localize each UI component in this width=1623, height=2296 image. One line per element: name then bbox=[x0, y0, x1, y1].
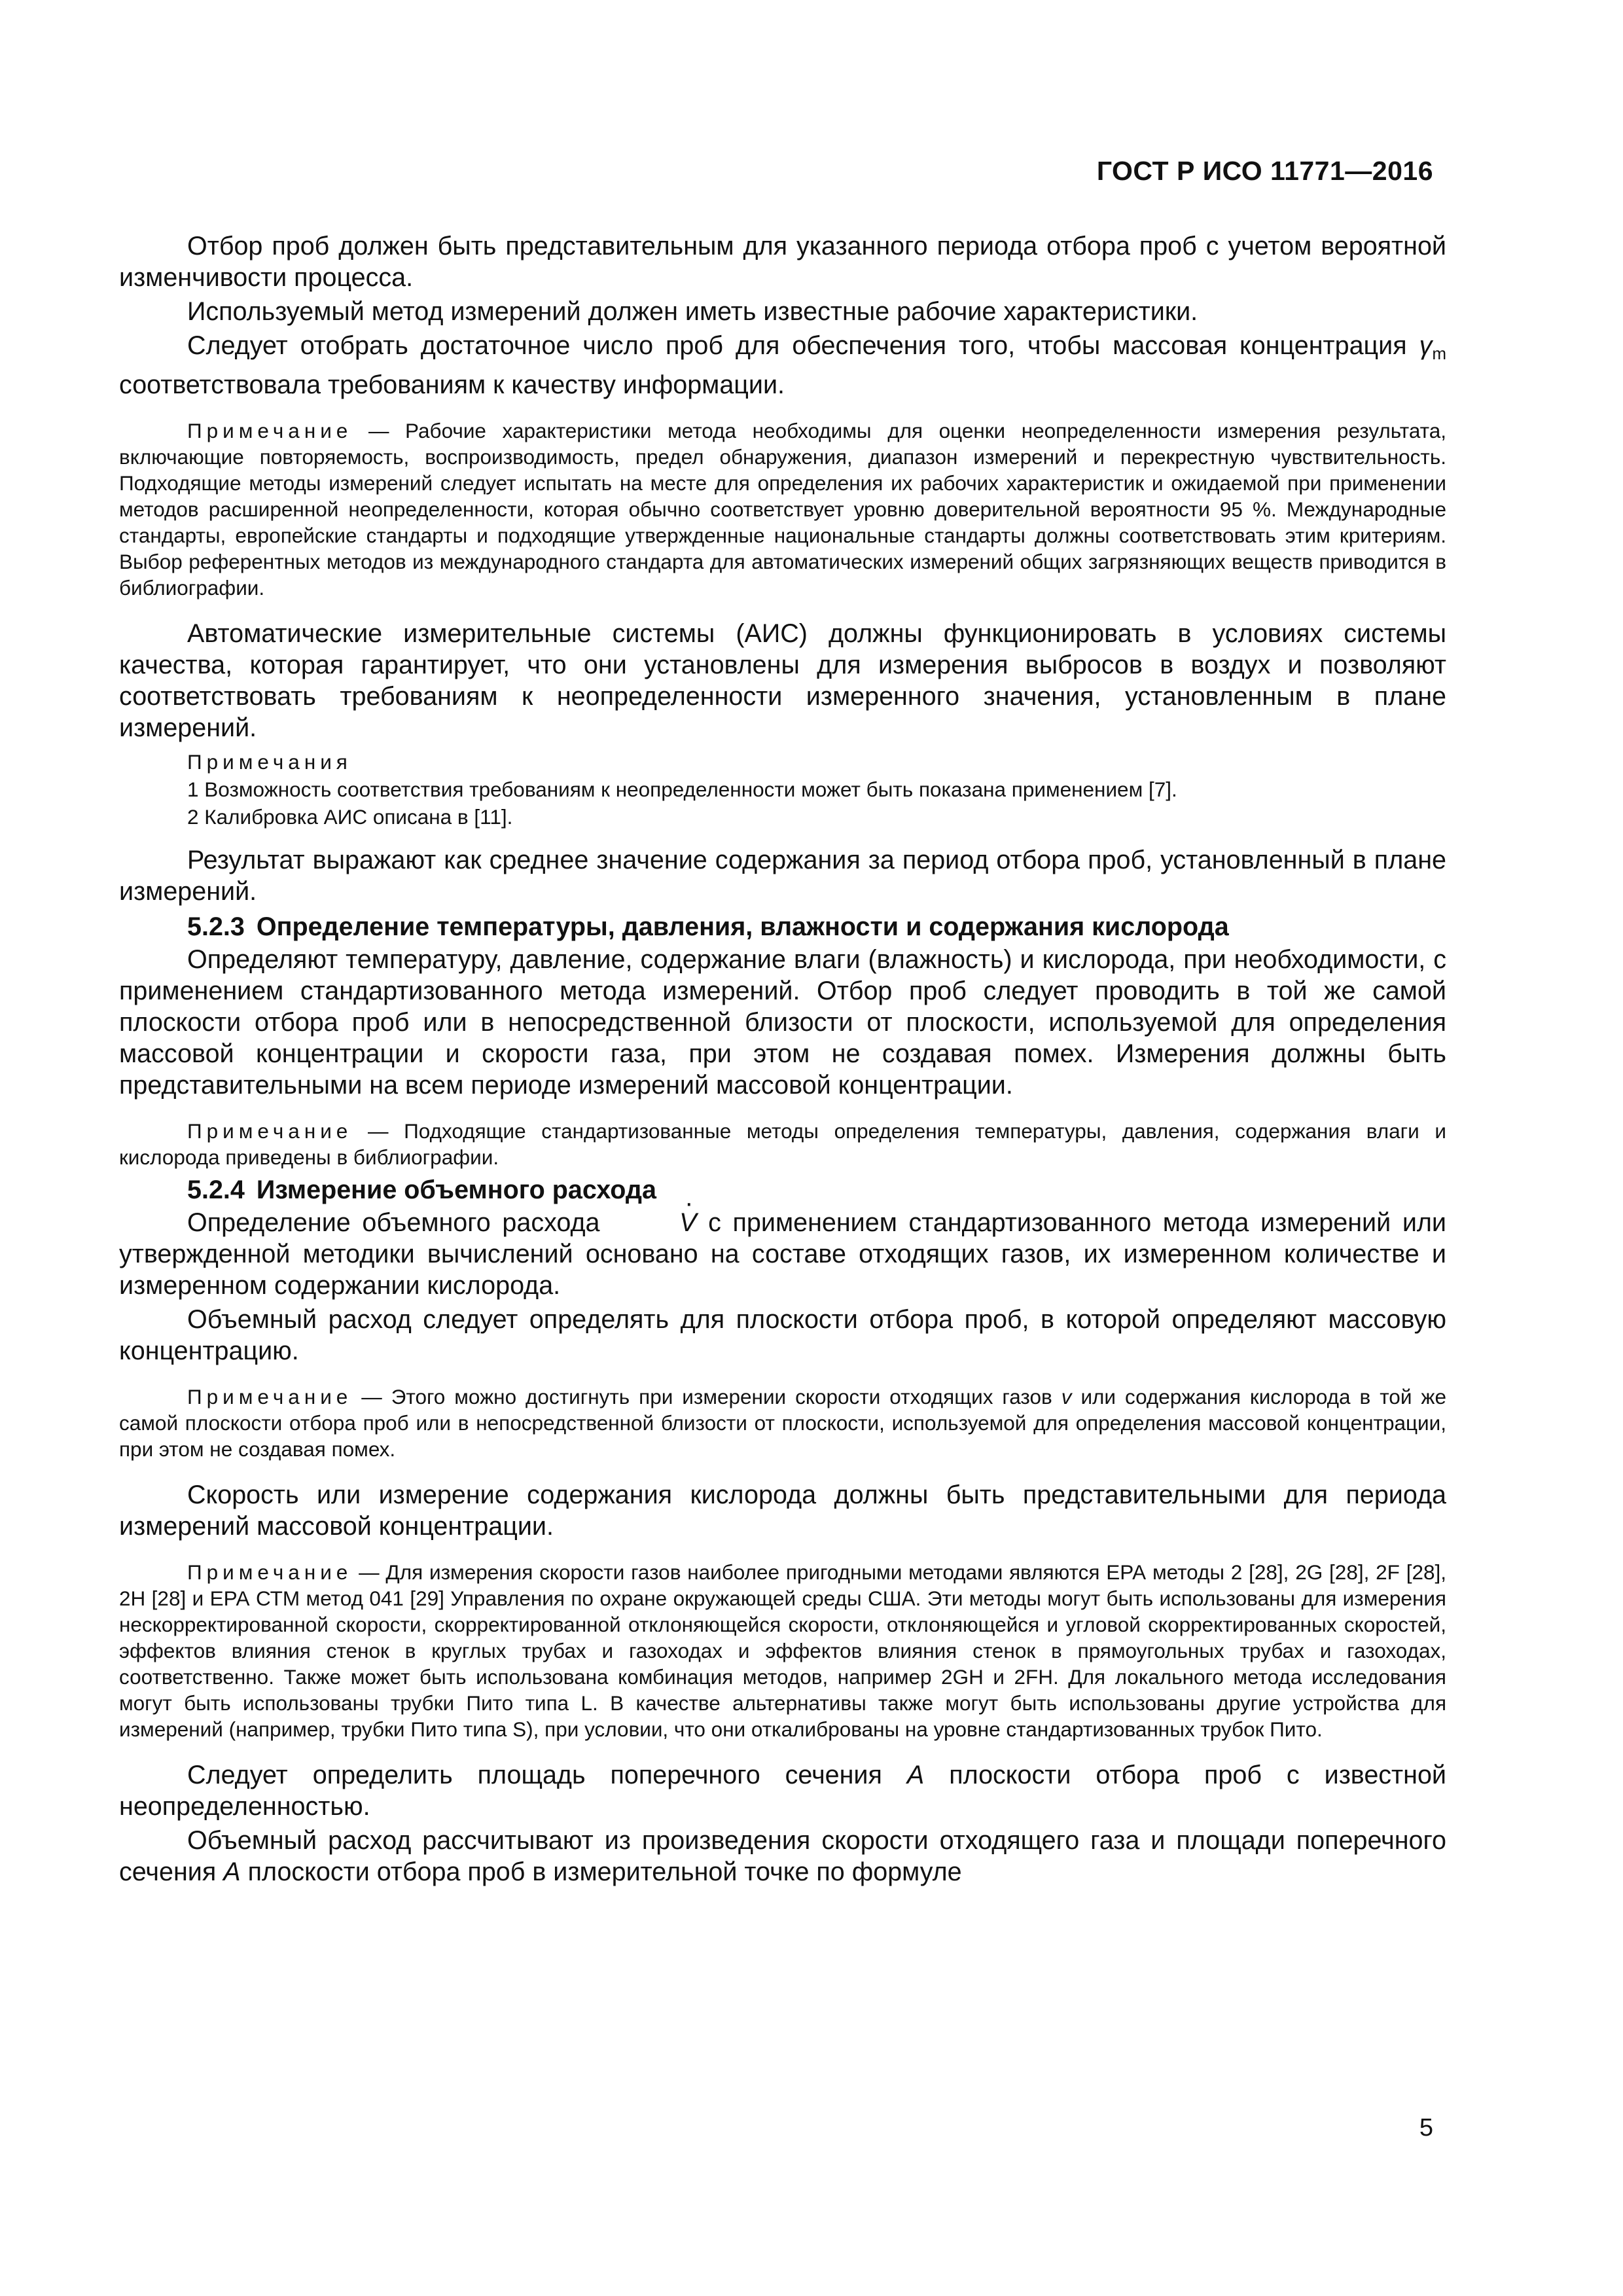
note-text: — Рабочие характеристики метода необходимы для оценки неопределенности измерения результата, включающие повторяемость, воспроизводимость, предел обнаружения, диапазон измерений и перекрестную чувствительность. Подходящие методы измерений следует испытать на месте для определения их рабочих характеристик и ожидаемой при применении методов расширенной неопределенности, которая обычно соответствует уровню доверительной вероятности 95 %. Международные стандарты, европейские стандарты и подходящие утвержденные национальные стандарты должны соответствовать этим критериям. Выбор референтных методов из международного стандарта для автоматических измерений общих загрязняющих веществ приводится в библиографии. bbox=[119, 419, 1446, 600]
paragraph: Скорость или измерение содержания кислорода должны быть представительными для периода измерений массовой концентрации. bbox=[119, 1480, 1446, 1541]
note-text: — Этого можно достигнуть при измерении скорости отходящих газов bbox=[352, 1385, 1052, 1408]
note-text: — Для измерения скорости газов наиболее пригодными методами являются ЕРА методы 2 [28], 2G [28], 2F [28], 2H [28] и ЕРА СТМ метод 041 [29] Управления по охране окружающей среды США. Эти методы могут быть использованы для измерения нескорректированной скорости, скорректированной отклоняющейся скорости, отклоняющейся и угловой скорректированных скоростей, эффектов влияния стенок в круглых трубах и газоходах и эффектов влияния стенок в прямоугольных трубах и газоходах, соответственно. Также может быть использована комбинация методов, например 2GH и 2FH. Для локального метода исследования могут быть использованы трубки Пито типа L. В качестве альтернативы также могут быть использованы другие устройства для измерений (например, трубки Пито типа S), при условии, что они откалиброваны на уровне стандартизованных трубок Пито. bbox=[119, 1560, 1446, 1741]
paragraph: Результат выражают как среднее значение содержания за период отбора проб, установленный в плане измерений. bbox=[119, 846, 1446, 906]
paragraph-text: плоскости отбора проб в измерительной точке по формуле bbox=[247, 1857, 962, 1886]
section-title: Измерение объемного расхода bbox=[256, 1175, 656, 1204]
paragraph: Определяют температуру, давление, содержание влаги (влажность) и кислорода, при необходимости, с применением стандартизованного метода измерений. Отбор проб следует проводить в той же самой плоскости отбора проб или в непосредственной близости от плоскости, используемой для определения массовой концентрации и скорости газа, при этом не создавая помех. Измерения должны быть представительными на всем периоде измерений массовой концентрации. bbox=[119, 945, 1446, 1100]
note bbox=[119, 1118, 1446, 1170]
note-text: или содержания кислорода в той же самой плоскости отбора проб или в непосредственной близости от плоскости, используемой для определения массовой концентрации, при этом не создавая помех. bbox=[119, 1385, 1446, 1461]
paragraph bbox=[119, 330, 1446, 401]
note-item: 1 Возможность соответствия требованиям к неопределенности может быть показана применением [7]. bbox=[187, 778, 1177, 801]
paragraph bbox=[119, 1759, 1446, 1822]
symbol: A bbox=[906, 1761, 925, 1789]
section-number: 5.2.3 bbox=[187, 912, 245, 941]
section-heading bbox=[119, 1174, 1446, 1206]
paragraph-text: Следует определить площадь поперечного сечения bbox=[187, 1761, 882, 1789]
page-number: 5 bbox=[1419, 2114, 1433, 2142]
document-header: ГОСТ Р ИСО 11771—2016 bbox=[1096, 156, 1433, 186]
paragraph: Используемый метод измерений должен иметь известные рабочие характеристики. bbox=[187, 297, 1198, 326]
paragraph bbox=[119, 1825, 1446, 1888]
symbol-subscript: m bbox=[1432, 344, 1446, 363]
note-label: Примечание bbox=[187, 1119, 353, 1143]
section-heading bbox=[119, 911, 1446, 942]
symbol: A bbox=[223, 1857, 241, 1886]
paragraph-text: Определение объемного расхода bbox=[187, 1208, 600, 1237]
note-label: Примечание bbox=[187, 419, 353, 442]
paragraph-text: с применением стандартизованного метода измерений или утвержденной методики вычислений основано на составе отходящих газов, их измеренном количестве и измеренном содержании кислорода. bbox=[119, 1208, 1446, 1300]
paragraph-text: соответствовала требованиям к качеству информации. bbox=[119, 370, 785, 399]
symbol: γ bbox=[1419, 331, 1433, 360]
paragraph bbox=[119, 1207, 1446, 1301]
note-label: Примечание bbox=[187, 1560, 353, 1584]
symbol: v bbox=[1061, 1385, 1072, 1408]
note bbox=[119, 1384, 1446, 1462]
note-text: — Подходящие стандартизованные методы определения температуры, давления, содержания влаги и кислорода приведены в библиографии. bbox=[119, 1119, 1446, 1169]
section-number: 5.2.4 bbox=[187, 1175, 245, 1204]
document-body bbox=[119, 230, 1446, 1890]
paragraph: Автоматические измерительные системы (АИС) должны функционировать в условиях системы качества, которая гарантирует, что они установлены для измерения выбросов в воздух и позволяют соответствовать требованиям к неопределенности измеренного значения, установленным в плане измерений. bbox=[119, 619, 1446, 742]
paragraph-text: Объемный расход рассчитывают из произведения скорости отходящего газа и площади поперечного сечения bbox=[119, 1826, 1446, 1886]
symbol: · V bbox=[611, 1207, 696, 1238]
paragraph-text: плоскости отбора проб с известной неопределенностью. bbox=[119, 1761, 1446, 1821]
notes-label: Примечания bbox=[187, 750, 352, 774]
note-label: Примечание bbox=[187, 1385, 353, 1408]
paragraph-text: Следует отобрать достаточное число проб для обеспечения того, чтобы массовая концентрация bbox=[187, 331, 1407, 360]
note bbox=[119, 418, 1446, 601]
section-title: Определение температуры, давления, влажности и содержания кислорода bbox=[256, 912, 1229, 941]
note bbox=[119, 1559, 1446, 1742]
note-item: 2 Калибровка АИС описана в [11]. bbox=[187, 805, 513, 829]
paragraph: Отбор проб должен быть представительным для указанного периода отбора проб с учетом вероятной изменчивости процесса. bbox=[119, 232, 1446, 292]
paragraph: Объемный расход следует определять для плоскости отбора проб, в которой определяют массовую концентрацию. bbox=[119, 1305, 1446, 1365]
